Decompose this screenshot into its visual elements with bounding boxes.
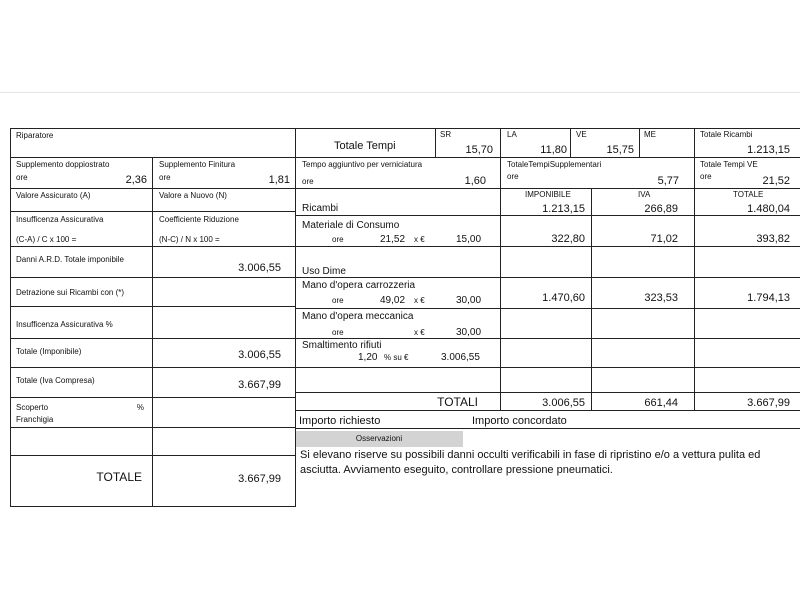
supp-finitura-label: Supplemento Finitura: [159, 160, 236, 169]
imponibile-header: IMPONIBILE: [525, 190, 571, 199]
totale-tempi-cell: [295, 128, 436, 158]
mano-carrozzeria-xe: x €: [414, 296, 425, 305]
sr-value: 15,70: [465, 144, 493, 156]
empty-row-label-cell: [295, 367, 501, 393]
totale-imponibile-label: Totale (Imponibile): [16, 347, 82, 356]
totali-imponibile-cell: [500, 392, 592, 411]
mano-carrozzeria-label: Mano d'opera carrozzeria: [302, 280, 416, 291]
scoperto-value-cell: [152, 397, 296, 428]
mano-meccanica-imponibile-cell: [500, 308, 592, 339]
materiale-unit: ore: [332, 235, 344, 244]
franchigia-label: Franchigia: [16, 415, 54, 424]
smaltimento-iva-cell: [591, 338, 695, 368]
la-value: 11,80: [540, 144, 567, 156]
ricambi-iva: 266,89: [644, 203, 678, 215]
tempo-aggiuntivo-unit: ore: [302, 177, 314, 186]
totale-label-cell: [10, 455, 153, 507]
materiale-iva: 71,02: [650, 233, 678, 245]
mano-meccanica-iva-cell: [591, 308, 695, 339]
tempo-aggiuntivo-label: Tempo aggiuntivo per verniciatura: [302, 160, 423, 169]
scoperto-pct: %: [136, 403, 144, 412]
materiale-hours: 21,52: [380, 234, 406, 245]
empty-row-iva-cell: [591, 367, 695, 393]
tempo-aggiuntivo-cell: [295, 157, 501, 189]
materiale-imponibile-cell: [500, 215, 592, 247]
totale-tempi-ve-label: Totale Tempi VE: [700, 160, 758, 169]
danni-ard-value-cell: [152, 246, 296, 278]
smaltimento-pct: 1,20: [358, 352, 378, 363]
supp-doppiostrato-unit: ore: [16, 173, 28, 182]
mano-meccanica-label: Mano d'opera meccanica: [302, 311, 414, 322]
mano-carrozzeria-imponibile-cell: [500, 277, 592, 309]
detrazione-value-cell: [152, 277, 296, 307]
ricambi-label-cell: [295, 188, 501, 216]
sr-label: SR: [440, 130, 452, 139]
totale-iva-label-cell: [10, 367, 153, 398]
empty-row-imponibile-cell: [500, 367, 592, 393]
totale-iva-label: Totale (Iva Compresa): [16, 376, 95, 385]
mano-carrozzeria-rate: 30,00: [456, 295, 482, 306]
totale-ricambi-value: 1.213,15: [747, 144, 790, 156]
sr-cell: [435, 128, 501, 158]
insuff-pct-value-cell: [152, 306, 296, 339]
me-cell: [639, 128, 695, 158]
coeff-riduzione-cell: [152, 211, 296, 247]
mano-carrozzeria-unit: ore: [332, 296, 344, 305]
totale-header: TOTALE: [733, 190, 764, 199]
smaltimento-totale-cell: [694, 338, 800, 368]
supp-finitura-cell: [152, 157, 296, 189]
ricambi-totale: 1.480,04: [747, 203, 790, 215]
totali-label-cell: [295, 392, 501, 411]
insuff-pct-label: Insufficenza Assicurativa %: [16, 320, 113, 329]
totale-tempi-ve-cell: [694, 157, 800, 189]
totale-ricambi-label: Totale Ricambi: [700, 130, 753, 139]
tempi-supplementari-unit: ore: [507, 172, 519, 181]
importo-concordato-label: Importo concordato: [472, 415, 567, 427]
mano-meccanica-rate: 30,00: [456, 327, 482, 338]
detrazione-label: Detrazione sui Ricambi con (*): [16, 288, 125, 297]
smaltimento-base: 3.006,55: [441, 352, 480, 363]
valore-assicurato-label: Valore Assicurato (A): [16, 191, 91, 200]
uso-dime-iva-cell: [591, 246, 695, 278]
uso-dime-label: Uso Dime: [302, 266, 346, 277]
materiale-iva-cell: [591, 215, 695, 247]
ricambi-imponibile: 1.213,15: [542, 203, 585, 215]
insuff-pct-label-cell: [10, 306, 153, 339]
ricambi-imponibile-cell: [500, 188, 592, 216]
valore-nuovo-label: Valore a Nuovo (N): [159, 191, 227, 200]
totali-totale: 3.667,99: [747, 397, 790, 409]
ve-cell: [570, 128, 640, 158]
totale-tempi-ve-unit: ore: [700, 172, 712, 181]
mano-meccanica-xe: x €: [414, 328, 425, 337]
tempi-supplementari-value: 5,77: [657, 175, 679, 187]
materiale-label: Materiale di Consumo: [302, 220, 400, 231]
totali-iva-cell: [591, 392, 695, 411]
totali-iva: 661,44: [644, 397, 678, 409]
totale-value-cell: [152, 455, 296, 507]
la-label: LA: [507, 130, 517, 139]
mano-carrozzeria-imponibile: 1.470,60: [542, 292, 585, 304]
blank-left-value-cell: [152, 427, 296, 456]
totale-tempi-label: Totale Tempi: [334, 140, 396, 152]
danni-ard-label: Danni A.R.D. Totale imponibile: [16, 255, 124, 264]
tempi-supplementari-cell: [500, 157, 695, 189]
totali-imponibile: 3.006,55: [542, 397, 585, 409]
ricambi-totale-cell: [694, 188, 800, 216]
supp-doppiostrato-cell: [10, 157, 153, 189]
detrazione-label-cell: [10, 277, 153, 307]
supp-finitura-value: 1,81: [268, 174, 290, 186]
valore-nuovo-cell: [152, 188, 296, 212]
materiale-rate: 15,00: [456, 234, 482, 245]
mano-meccanica-unit: ore: [332, 328, 344, 337]
ve-value: 15,75: [606, 144, 634, 156]
smaltimento-label: Smaltimento rifiuti: [302, 340, 382, 351]
coeff-riduzione-label: Coefficiente Riduzione: [159, 215, 239, 224]
materiale-label-cell: [295, 215, 501, 247]
importo-row: [295, 410, 800, 429]
totale-imponibile-value-cell: [152, 338, 296, 368]
mano-carrozzeria-totale-cell: [694, 277, 800, 309]
uso-dime-label-cell: [295, 246, 501, 278]
riparatore-label: Riparatore: [16, 131, 54, 140]
empty-row-totale-cell: [694, 367, 800, 393]
totale-imponibile-value: 3.006,55: [238, 349, 281, 361]
supp-finitura-unit: ore: [159, 173, 171, 182]
scoperto-label: Scoperto: [16, 403, 49, 412]
ricambi-label: Ricambi: [302, 203, 339, 214]
totale-imponibile-label-cell: [10, 338, 153, 368]
smaltimento-imponibile-cell: [500, 338, 592, 368]
smaltimento-su: % su €: [384, 353, 409, 362]
ricambi-iva-cell: [591, 188, 695, 216]
mano-carrozzeria-hours: 49,02: [380, 295, 406, 306]
mano-meccanica-label-cell: [295, 308, 501, 339]
valore-assicurato-cell: [10, 188, 153, 212]
insuff-formula: (C-A) / C x 100 =: [16, 235, 77, 244]
uso-dime-totale-cell: [694, 246, 800, 278]
danni-ard-label-cell: [10, 246, 153, 278]
me-label: ME: [644, 130, 656, 139]
materiale-totale-cell: [694, 215, 800, 247]
danni-ard-value: 3.006,55: [238, 262, 281, 274]
mano-carrozzeria-label-cell: [295, 277, 501, 309]
osservazioni-header: [295, 431, 463, 447]
mano-carrozzeria-iva-cell: [591, 277, 695, 309]
totale-label: TOTALE: [96, 470, 142, 484]
osservazioni-left-border: [295, 428, 296, 507]
scoperto-cell: [10, 397, 153, 428]
supp-doppiostrato-value: 2,36: [125, 174, 147, 186]
smaltimento-label-cell: [295, 338, 501, 368]
mano-meccanica-totale-cell: [694, 308, 800, 339]
insuff-assicurativa-cell: [10, 211, 153, 247]
materiale-xe: x €: [414, 235, 425, 244]
supp-doppiostrato-label: Supplemento doppiostrato: [16, 160, 110, 169]
totale-ricambi-cell: [694, 128, 800, 158]
totali-label: TOTALI: [437, 395, 478, 409]
tempo-aggiuntivo-value: 1,60: [464, 175, 486, 187]
totale-tempi-ve-value: 21,52: [762, 175, 790, 187]
coeff-formula: (N-C) / N x 100 =: [159, 235, 220, 244]
riparatore-cell: [10, 128, 296, 158]
la-cell: [500, 128, 571, 158]
osservazioni-text: Si elevano riserve su possibili danni occulti verificabili in fase di ripristino e/o a vettura pulita ed asciutta. Avviamento eseguito, controllare pressione pneumatici.: [300, 449, 761, 476]
iva-header: IVA: [638, 190, 651, 199]
insuff-assicurativa-label: Insufficenza Assicurativa: [16, 215, 104, 224]
totali-totale-cell: [694, 392, 800, 411]
totale-value: 3.667,99: [238, 473, 281, 485]
totale-iva-value: 3.667,99: [238, 379, 281, 391]
blank-left-cell: [10, 427, 153, 456]
mano-carrozzeria-iva: 323,53: [644, 292, 678, 304]
materiale-totale: 393,82: [756, 233, 790, 245]
materiale-imponibile: 322,80: [551, 233, 585, 245]
mano-carrozzeria-totale: 1.794,13: [747, 292, 790, 304]
ve-label: VE: [576, 130, 587, 139]
osservazioni-label: Osservazioni: [355, 434, 403, 443]
tempi-supplementari-label: TotaleTempiSupplementari: [507, 160, 602, 169]
uso-dime-imponibile-cell: [500, 246, 592, 278]
importo-richiesto-label: Importo richiesto: [299, 415, 381, 427]
totale-iva-value-cell: [152, 367, 296, 398]
